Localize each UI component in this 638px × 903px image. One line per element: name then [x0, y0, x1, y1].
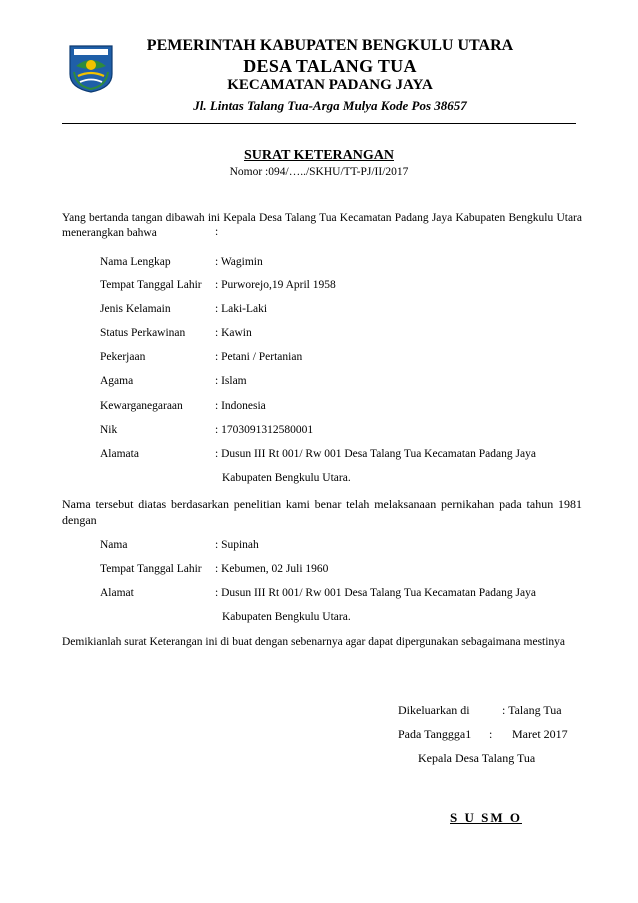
issued-date-value: Maret 2017 — [512, 727, 568, 741]
person1-address-continuation: Kabupaten Bengkulu Utara. — [222, 472, 351, 484]
field-value: : Laki-Laki — [215, 303, 268, 315]
intro-colon: : — [215, 226, 219, 238]
field-label: Tempat Tanggal Lahir — [100, 279, 202, 291]
issued-place-label: Dikeluarkan di — [398, 703, 470, 717]
signatory-position: Kepala Desa Talang Tua — [418, 751, 536, 765]
header-district: KECAMATAN PADANG JAYA — [227, 77, 433, 93]
header-address: Jl. Lintas Talang Tua-Arga Mulya Kode Pos 38657 — [193, 98, 467, 113]
field-value: : Dusun III Rt 001/ Rw 001 Desa Talang Tua Kecamatan Padang Jaya — [215, 587, 536, 599]
field-value: : Islam — [215, 375, 247, 387]
field-value: : Kebumen, 02 Juli 1960 — [215, 563, 329, 575]
letter-title: SURAT KETERANGAN — [243, 148, 394, 163]
field-label: Nama Lengkap — [100, 256, 171, 268]
field-label: Alamat — [100, 587, 134, 599]
header-divider — [62, 123, 576, 124]
field-value: : Wagimin — [215, 256, 263, 268]
field-value: : Indonesia — [215, 400, 266, 412]
statement-paragraph: Nama tersebut diatas berdasarkan penelitian kami benar telah melaksanaan pernikahan pada tahun 1981 dengan — [62, 497, 582, 527]
header-government: PEMERINTAH KABUPATEN BENGKULU UTARA — [146, 37, 514, 54]
field-label: Jenis Kelamain — [100, 303, 171, 315]
person2-address-continuation: Kabupaten Bengkulu Utara. — [222, 611, 351, 623]
field-value: : Kawin — [215, 327, 252, 339]
issued-date-colon: : — [489, 727, 493, 741]
intro-paragraph: Yang bertanda tangan dibawah ini Kepala Desa Talang Tua Kecamatan Padang Jaya Kabupaten Bengkulu Utara menerangkan bahwa — [62, 212, 582, 239]
field-value: : 1703091312580001 — [215, 424, 314, 436]
closing-paragraph: Demikianlah surat Keterangan ini di buat dengan sebenarnya agar dapat dipergunakan sebagaimana mestinya — [62, 636, 566, 648]
field-label: Pekerjaan — [100, 351, 146, 363]
field-label: Nik — [100, 424, 118, 436]
field-value: : Petani / Pertanian — [215, 351, 303, 363]
field-label: Nama — [100, 539, 128, 551]
issued-date-label: Pada Tanggga1 — [398, 727, 472, 741]
issued-place-value: : Talang Tua — [502, 703, 562, 717]
field-label: Kewarganegaraan — [100, 400, 183, 412]
field-label: Alamata — [100, 448, 139, 460]
field-value: : Supinah — [215, 539, 259, 551]
regency-emblem-icon — [66, 42, 116, 94]
letter-number: Nomor :094/…../SKHU/TT-PJ/II/2017 — [229, 166, 409, 178]
signatory-name: S U SM O — [450, 810, 522, 825]
header-village: DESA TALANG TUA — [243, 56, 417, 76]
field-value: : Purworejo,19 April 1958 — [215, 279, 336, 291]
field-label: Status Perkawinan — [100, 327, 186, 339]
field-value: : Dusun III Rt 001/ Rw 001 Desa Talang Tua Kecamatan Padang Jaya — [215, 448, 536, 460]
field-label: Agama — [100, 375, 134, 387]
field-label: Tempat Tanggal Lahir — [100, 563, 202, 575]
